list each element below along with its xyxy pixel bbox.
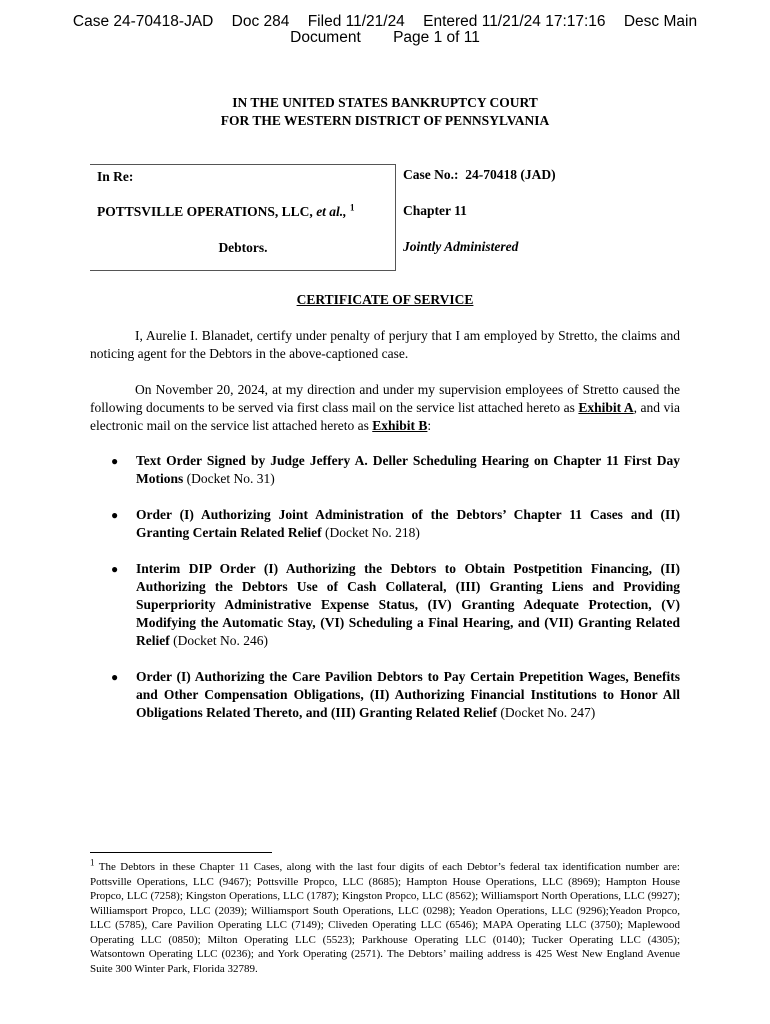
exhibit-a-ref: Exhibit A [578,400,634,415]
case-no-value: 24-70418 (JAD) [465,167,556,182]
debtor-name [97,204,354,220]
list-item [90,668,680,722]
entered-date-stamp: Entered 11/21/24 17:17:16 [423,13,606,30]
service-paragraph [90,381,680,435]
exhibit-b-ref: Exhibit B [372,418,428,433]
bullet-icon: ● [111,508,119,522]
list-item [90,452,680,488]
item-title: Order (I) Authorizing the Care Pavilion Debtors to Pay Certain Prepetition Wages, Benefits and Other Compensation Obligations, (II) Authorizing Financial Institutions to Honor All Obligations Related Thereto, and (III) Granting Related Relief [136,669,680,720]
doc-number-stamp: Doc 284 [231,13,290,30]
et-al: et al., [316,204,347,219]
ecf-header [0,14,770,46]
served-documents-list [90,452,680,740]
service-text-c: : [427,418,432,433]
list-item [90,506,680,542]
footnote-text: The Debtors in these Chapter 11 Cases, along with the last four digits of each Debtor’s federal tax identification number are: Pottsville Operations, LLC (9467); Pottsville Propco, LLC (8685); Hampton House Operations, LLC (8969); Hampton House Propco, LLC (7258); Kingston Operations, LLC (1787); Kingston Propco, LLC (8562); Williamsport North Operations, LLC (9927); Williamsport Propco, LLC (2039); Williamsport South Operations, LLC (0298); Yeadon Operations, LLC (9296);Yeadon Propco, LLC (5785), Care Pavilion Operating LLC (7149); Cliveden Operating LLC (6546); MAPA Operating LLC (3750); Maplewood Operating LLC (0850); Milton Operating LLC (5523); Parkhouse Operating LLC (0140); Tucker Operating LLC (4305); Watsontown Operating LLC (0236); and York Operating (2571). The Debtors’ mailing address is 425 West New England Avenue Suite 300 Winter Park, Florida 32789. [90,861,680,975]
bullet-icon: ● [111,670,119,684]
certification-paragraph: I, Aurelie I. Blanadet, certify under penalty of perjury that I am employed by Stretto, the claims and noticing agent for the Debtors in the above-captioned case. [90,328,680,361]
debtor-name-text: POTTSVILLE OPERATIONS, LLC, [97,204,317,219]
item-docket: (Docket No. 218) [321,525,420,540]
court-line-2: FOR THE WESTERN DISTRICT OF PENNSYLVANIA [220,113,550,128]
bullet-icon: ● [111,562,119,576]
case-number-line [403,167,556,203]
document-title: CERTIFICATE OF SERVICE [296,292,474,307]
bullet-icon: ● [111,454,119,468]
chapter-label: Chapter 11 [403,203,467,218]
debtors-label: Debtors. [218,240,268,255]
filed-date-stamp: Filed 11/21/24 [307,13,405,30]
footnote-divider [90,852,272,853]
item-docket: (Docket No. 247) [497,705,596,720]
jointly-administered-label: Jointly Administered [403,239,519,254]
case-no-label: Case No.: [403,167,459,182]
court-line-1: IN THE UNITED STATES BANKRUPTCY COURT [232,95,538,110]
service-text-a: On November 20, 2024, at my direction and under my supervision employees of Stretto caused the following documents to be served via first class mail on the service list attached hereto as [90,382,680,415]
item-title: Order (I) Authorizing Joint Administration of the Debtors’ Chapter 11 Cases and (II) Granting Certain Related Relief [136,507,680,540]
footnote [90,857,680,976]
court-heading [0,94,770,130]
footnote-mark: 1 [90,857,95,868]
list-item [90,560,680,650]
case-info [403,167,556,275]
document-label: Document [290,29,361,46]
case-caption-box [90,164,396,271]
case-number-stamp: Case 24-70418-JAD [72,13,214,30]
desc-stamp: Desc Main [623,13,698,30]
footnote-ref: 1 [349,202,355,213]
service-text-b: , and via electronic mail on the service list attached hereto as [90,400,680,433]
item-docket: (Docket No. 31) [183,471,275,486]
item-title: Interim DIP Order (I) Authorizing the Debtors to Obtain Postpetition Financing, (II) Authorizing the Debtors Use of Cash Collateral, (III) Granting Liens and Providing Superpriority Administrative Expense Status, (IV) Granting Adequate Protection, (V) Modifying the Automatic Stay, (VI) Scheduling a Final Hearing, and (VII) Granting Related Relief [136,561,680,648]
item-title: Text Order Signed by Judge Jeffery A. Deller Scheduling Hearing on Chapter 11 First Day Motions [136,453,680,486]
page-number: Page 1 of 11 [393,29,480,46]
item-docket: (Docket No. 246) [169,633,268,648]
in-re-label: In Re: [97,169,134,184]
